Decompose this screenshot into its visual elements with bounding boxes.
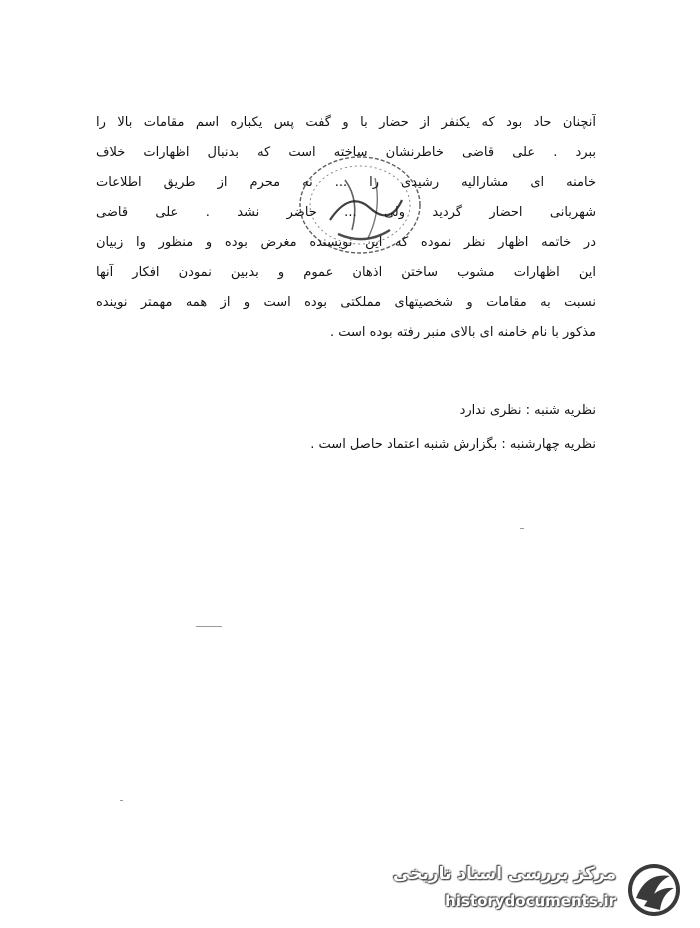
watermark-url: historydocuments.ir [445, 892, 616, 910]
watermark-title: مرکز بررسی اسناد تاریخی [393, 864, 616, 884]
body-line-5: در خاتمه اظهار نظر نموده که این نویسنده مغرض بوده و منظور وا زبیان [96, 235, 596, 250]
note-wednesday: نظریه چهارشنبه : بگزارش شنبه اعتماد حاصل است . [310, 437, 596, 452]
body-line-7: نسبت به مقامات و شخصیتهای مملکتی بوده است و از همه مهمتر نوینده [96, 295, 596, 310]
document-body [96, 108, 596, 348]
scan-speck [520, 528, 524, 529]
body-line-8: مذکور با نام خامنه ای بالای منبر رفته بوده است . [329, 325, 596, 340]
body-line-1: آنچنان حاد بود که یکنفر از حضار با و گفت پس یکباره اسم مقامات بالا را [96, 115, 596, 130]
note-saturday: نظریه شنبه : نظری ندارد [459, 403, 596, 418]
body-line-3: خامنه ای مشارالیه رشیدی را ... نه محرم از طریق اطلاعات [96, 175, 596, 190]
scan-speck [196, 626, 222, 627]
history-documents-logo-icon [626, 862, 682, 918]
scan-speck [120, 800, 123, 801]
watermark [382, 860, 682, 920]
body-line-2: ببرد . علی قاضی خاطرنشان ساخته است که بدنبال اظهارات خلاف [96, 145, 596, 160]
document-notes [96, 394, 596, 462]
body-line-4: شهربانی احضار گردید ولی ... حاضر نشد . علی قاضی [96, 205, 596, 220]
body-line-6: این اظهارات مشوب ساختن اذهان عموم و بدبین نمودن افکار آنها [96, 265, 596, 280]
